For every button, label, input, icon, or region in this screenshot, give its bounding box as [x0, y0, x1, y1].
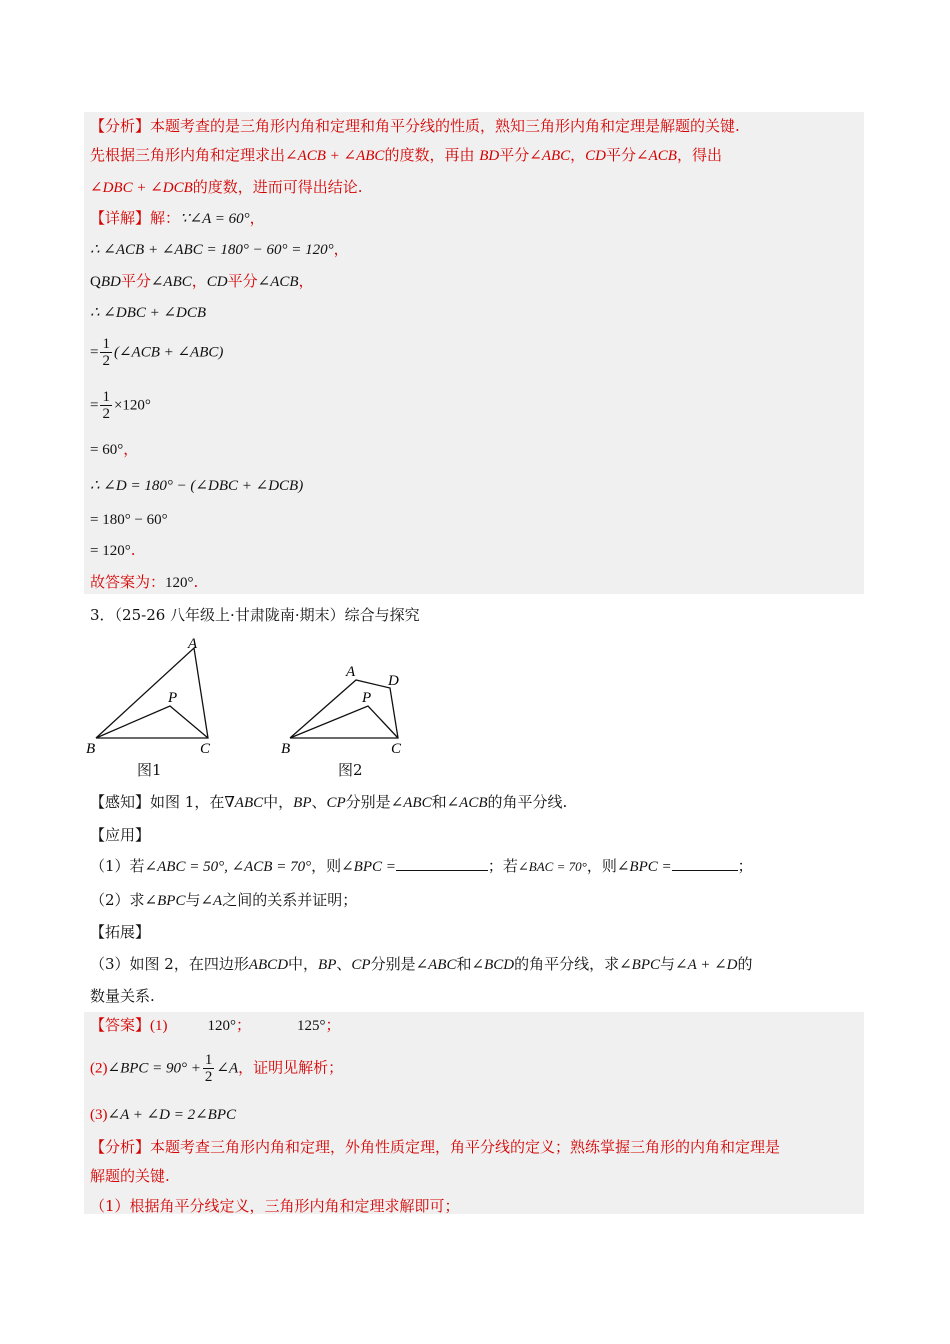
- fraction-half: $\frac{1}{2}$: [102, 336, 110, 369]
- figure-2-caption: 图2: [338, 761, 363, 779]
- label-b: B: [86, 741, 96, 757]
- step-7: ∴ ∠D = 180° − (∠DBC + ∠DCB): [90, 478, 304, 494]
- answer-blank-1[interactable]: [396, 856, 488, 871]
- analysis-line: 【分析】本题考查的是三角形内角和定理和角平分线的性质，熟知三角形内角和定理是解题的关键.: [90, 117, 740, 135]
- part-2: （2）求∠BPC与∠A之间的关系并证明；: [90, 891, 358, 909]
- analysis-2: 【分析】本题考查三角形内角和定理，外角性质定理，角平分线的定义；熟练掌握三角形的内角和定理是: [90, 1138, 781, 1156]
- label-p: P: [362, 690, 372, 706]
- analysis-2-line-2: 解题的关键.: [90, 1167, 170, 1185]
- apply-tag: 【应用】: [90, 826, 151, 844]
- perceive-line: 【感知】如图 1，在∇ABC中，BP、CP分别是∠ABC和∠ACB的角平分线.: [90, 793, 568, 811]
- step-4: = $\frac{1}{2}$ (∠ACB + ∠ABC): [90, 336, 224, 369]
- analysis-line-2: 先根据三角形内角和定理求出∠ACB + ∠ABC的度数，再由 BD平分∠ABC，CD平分∠ACB，得出: [90, 146, 722, 164]
- label-c: C: [200, 741, 211, 757]
- step-9: = 120°.: [90, 541, 136, 559]
- quadrilateral-abcd: [290, 680, 398, 738]
- step-1: ∴ ∠ACB + ∠ABC = 180° − 60° = 120°，: [90, 240, 349, 258]
- figure-2: [278, 658, 418, 763]
- answer-line: 故答案为：120°.: [90, 573, 199, 591]
- figure-1-caption: 图1: [137, 761, 162, 779]
- detail-line: 【详解】解：∵∠A = 60°，: [90, 209, 265, 227]
- label-b: B: [281, 741, 291, 757]
- label-a: A: [188, 636, 198, 652]
- step-8: = 180° − 60°: [90, 512, 168, 528]
- step-2: QBD平分∠ABC，CD平分∠ACB，: [90, 272, 314, 290]
- analysis-line-3: ∠DBC + ∠DCB的度数，进而可得出结论.: [90, 178, 363, 196]
- answer-blank-2[interactable]: [672, 856, 738, 871]
- part-3: （3）如图 2，在四边形ABCD中，BP、CP分别是∠ABC和∠BCD的角平分线，求∠BPC与∠A + ∠D的: [90, 955, 753, 973]
- figure-1: [84, 632, 234, 762]
- step-5: = $\frac{1}{2}$ ×120°: [90, 389, 151, 422]
- label-c: C: [391, 741, 402, 757]
- label-p: P: [168, 690, 178, 706]
- answer-3: (3)∠A + ∠D = 2∠BPC: [90, 1107, 237, 1123]
- fraction-half: $\frac{1}{2}$: [204, 1052, 213, 1085]
- answer-1: 【答案】(1) 120°； 125°；: [90, 1016, 341, 1034]
- label-d: D: [388, 673, 399, 689]
- step-6: = 60°，: [90, 440, 139, 458]
- question-3-title: 3．（25-26 八年级上·甘肃陇南·期末）综合与探究: [90, 606, 420, 624]
- part-3-line-2: 数量关系.: [90, 987, 155, 1005]
- step-3: ∴ ∠DBC + ∠DCB: [90, 305, 207, 321]
- bisector-bp-cp: [290, 706, 398, 738]
- answer-2: (2)∠BPC = 90° + $\frac{1}{2}$ ∠A，证明见解析；: [90, 1052, 344, 1085]
- label-a: A: [346, 664, 356, 680]
- extend-tag: 【拓展】: [90, 923, 151, 941]
- part-1: （1）若∠ABC = 50°, ∠ACB = 70°，则∠BPC = ；若∠BAC = 70°，则∠BPC = ；: [90, 857, 753, 875]
- fraction-half: $\frac{1}{2}$: [102, 389, 110, 422]
- analysis-2-step-1: （1）根据角平分线定义，三角形内角和定理求解即可；: [90, 1197, 460, 1215]
